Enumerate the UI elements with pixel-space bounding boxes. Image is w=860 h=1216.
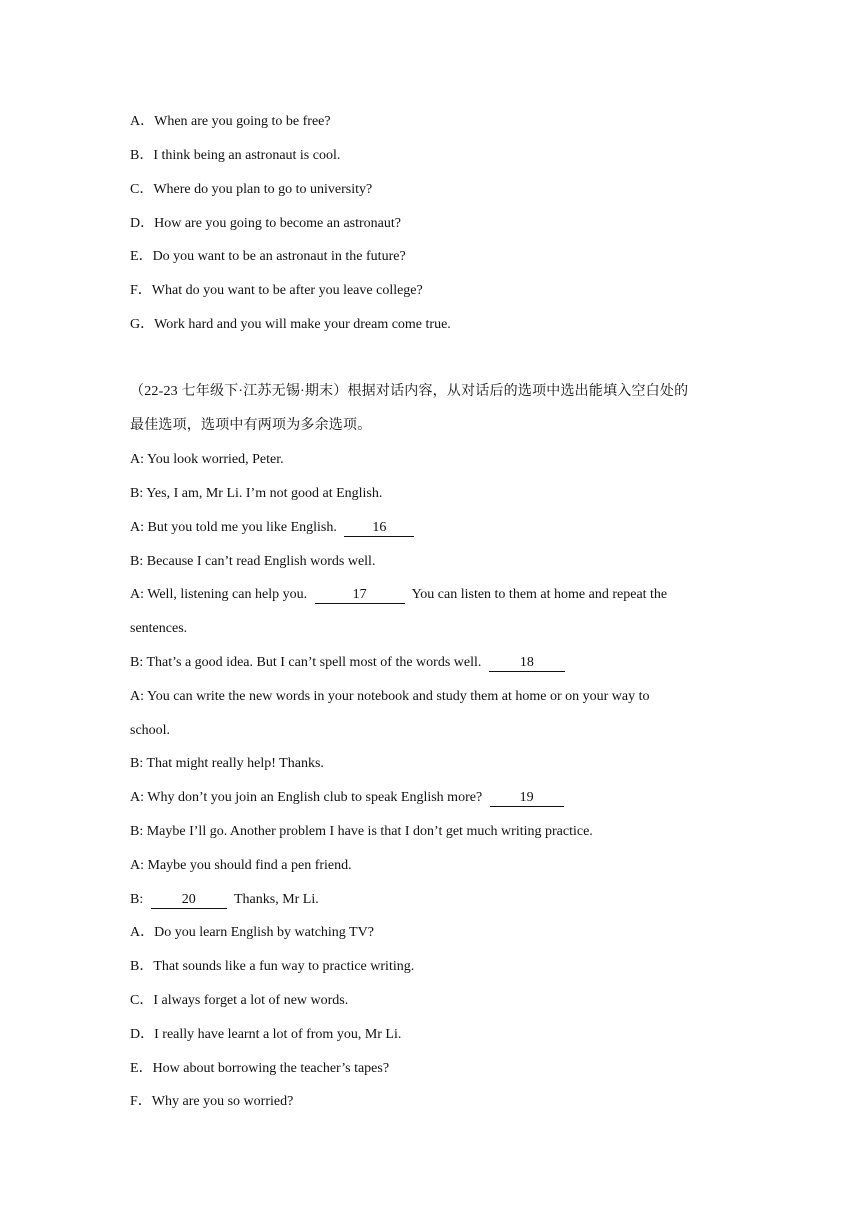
dialogue-line: A: You look worried, Peter. xyxy=(130,452,284,467)
option-c-second: C．I always forget a lot of new words. xyxy=(130,993,349,1008)
dialogue-line: A: Why don’t you join an English club to speak English more? 19 xyxy=(130,788,740,808)
option-a-second: A．Do you learn English by watching TV? xyxy=(130,925,374,940)
option-f-second: F．Why are you so worried? xyxy=(130,1094,294,1109)
blank-17[interactable]: 17 xyxy=(315,587,405,604)
option-c-first: C．Where do you plan to go to university? xyxy=(130,182,373,197)
dialogue-line: B: That might really help! Thanks. xyxy=(130,756,324,771)
option-b-first: B．I think being an astronaut is cool. xyxy=(130,148,341,163)
dialogue-line: A: But you told me you like English. 16 xyxy=(130,518,740,538)
dialogue-line: A: Maybe you should find a pen friend. xyxy=(130,858,352,873)
dialogue-line: B: Maybe I’ll go. Another problem I have is that I don’t get much writing practice. xyxy=(130,824,593,839)
option-b-second: B．That sounds like a fun way to practice writing. xyxy=(130,959,415,974)
instruction-line-2: 最佳选项，选项中有两项为多余选项。 xyxy=(130,418,372,433)
dialogue-line: sentences. xyxy=(130,621,188,636)
dialogue-line: B: That’s a good idea. But I can’t spell most of the words well. 18 xyxy=(130,653,740,673)
option-e-first: E．Do you want to be an astronaut in the future? xyxy=(130,249,406,264)
option-d-first: D．How are you going to become an astronaut? xyxy=(130,216,401,231)
blank-18[interactable]: 18 xyxy=(489,655,565,672)
dialogue-line: B: Because I can’t read English words well. xyxy=(130,554,376,569)
blank-20[interactable]: 20 xyxy=(151,892,227,909)
blank-16[interactable]: 16 xyxy=(344,520,414,537)
dialogue-line: B: 20 Thanks, Mr Li. xyxy=(130,892,319,907)
option-a-first: A．When are you going to be free? xyxy=(130,114,331,129)
option-g-first: G．Work hard and you will make your dream come true. xyxy=(130,317,451,332)
dialogue-line: A: Well, listening can help you. 17 You can listen to them at home and repeat the xyxy=(130,587,668,602)
option-d-second: D．I really have learnt a lot of from you, Mr Li. xyxy=(130,1027,402,1042)
dialogue-line: school. xyxy=(130,723,171,738)
option-f-first: F．What do you want to be after you leave college? xyxy=(130,283,423,298)
dialogue-line: B: Yes, I am, Mr Li. I’m not good at English. xyxy=(130,486,383,501)
instruction-line-1: （22-23 七年级下·江苏无锡·期末）根据对话内容，从对话后的选项中选出能填入空白处的 xyxy=(130,384,689,399)
option-e-second: E．How about borrowing the teacher’s tapes? xyxy=(130,1061,390,1076)
blank-19[interactable]: 19 xyxy=(490,790,564,807)
dialogue-line: A: You can write the new words in your notebook and study them at home or on your way to xyxy=(130,689,650,704)
